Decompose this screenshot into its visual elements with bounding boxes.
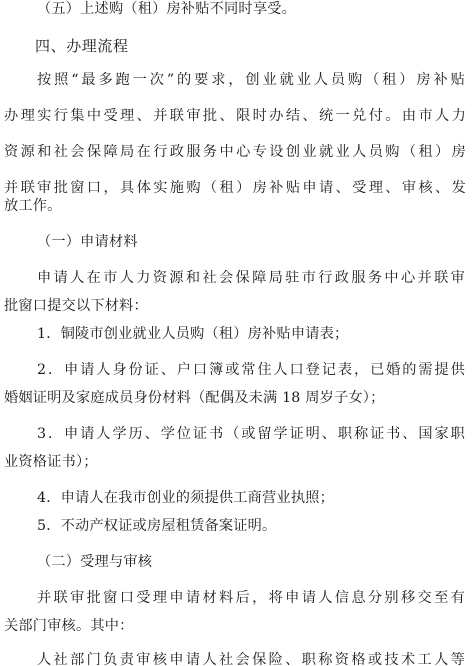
material-item-3-cont: 业资格证书）； xyxy=(4,454,98,470)
material-item-4: 4．申请人在我市创业的须提供工商营业执照； xyxy=(37,490,334,506)
paragraph-line: 按照“最多跑一次”的要求，创业就业人员购（租）房补贴 xyxy=(37,72,465,88)
paragraph-line: 并联审批窗口受理申请材料后，将申请人信息分别移交至有 xyxy=(37,590,465,606)
paragraph-line: 资源和社会保障局在行政服务中心专设创业就业人员购（租）房 xyxy=(4,144,466,160)
paragraph-line: 批窗口提交以下材料： xyxy=(4,298,148,314)
paragraph-line: 申请人在市人力资源和社会保障局驻市行政服务中心并联审 xyxy=(37,270,465,286)
material-item-5: 5．不动产权证或房屋租赁备案证明。 xyxy=(37,518,277,534)
paragraph-line: 并联审批窗口，具体实施购（租）房补贴申请、受理、审核、发 xyxy=(4,180,466,196)
paragraph-line: 人社部门负责审核申请人社会保险、职称资格或技术工人等 xyxy=(37,652,465,666)
material-item-1: 1．铜陵市创业就业人员购（租）房补贴申请表； xyxy=(37,326,349,342)
paragraph-line: 办理实行集中受理、并联审批、限时办结、统一兑付。由市人力 xyxy=(4,108,466,124)
paragraph-line: 放工作。 xyxy=(4,198,62,214)
subsection-heading-materials: （一）申请材料 xyxy=(37,234,138,250)
subsection-heading-review: （二）受理与审核 xyxy=(37,554,153,570)
paragraph-line: 关部门审核。其中： xyxy=(4,618,134,634)
material-item-2-cont: 婚姻证明及家庭成员身份材料（配偶及未满 18 周岁子女）； xyxy=(4,390,385,406)
material-item-3: 3．申请人学历、学位证书（或留学证明、职称证书、国家职 xyxy=(37,426,465,442)
policy-item-5: （五）上述购（租）房补贴不同时享受。 xyxy=(37,1,296,17)
section-heading-process: 四、办理流程 xyxy=(35,37,129,55)
material-item-2: 2．申请人身份证、户口簿或常住人口登记表，已婚的需提供 xyxy=(37,362,465,378)
